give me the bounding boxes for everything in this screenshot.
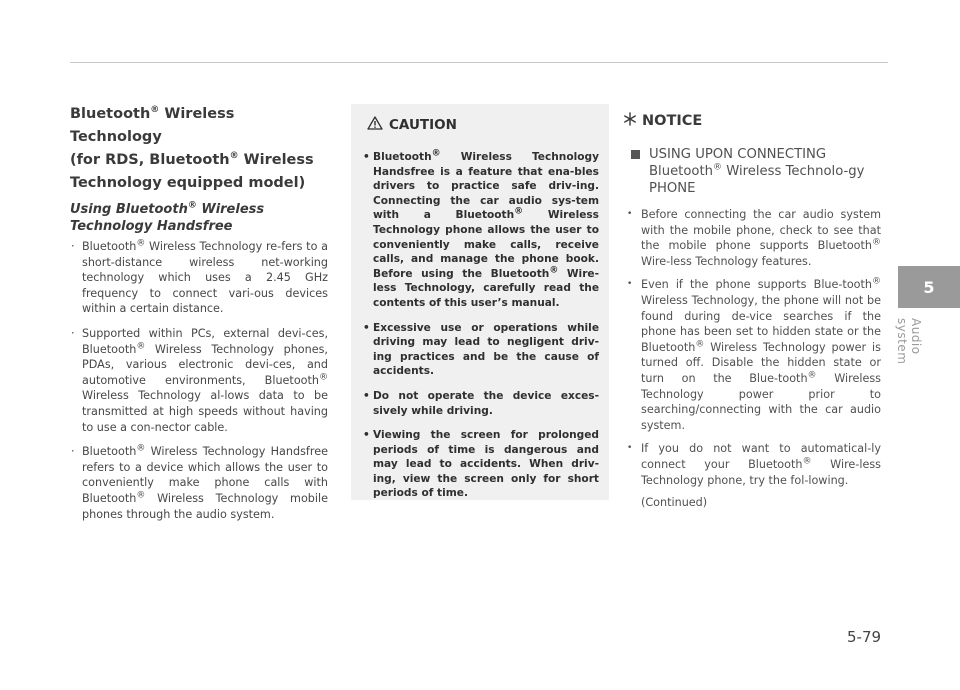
sub-title: Using Bluetooth® Wireless Technology Handsfree: [70, 200, 265, 234]
chapter-tab-label: Audio system: [895, 318, 923, 365]
caution-box: [351, 104, 609, 500]
continued-label: (Continued): [641, 496, 708, 510]
page-number: 5-79: [847, 628, 882, 646]
caution-list: [363, 150, 599, 501]
paragraph: · Bluetooth® Wireless Technology re-fers to a short-distance wireless net-working technology which uses a 2.45 GHz frequency to connect vari-ous devices within a certain distance.: [71, 238, 328, 316]
paragraph: · Bluetooth® Wireless Technology Handsfree refers to a device which allows the user to conveniently make phone calls with Bluetooth® Wireless Technology mobile phones through the audio system.: [71, 443, 328, 521]
notice-item: • Even if the phone supports Blue-tooth® Wireless Technology, the phone will not be found during de-vice searches if the phone has been set to hidden state or the Bluetooth® Wireless Technology power is turned off. Disable the hidden state or turn on the Blue-tooth® Wireless Technology power prior to searching/connecting with the car audio system.: [627, 276, 881, 432]
notice-item: • Before connecting the car audio system with the mobile phone, check to see that the mobile phone supports Bluetooth® Wire-less Technology features.: [627, 208, 881, 268]
caution-item: • Viewing the screen for prolonged periods of time is dangerous and may lead to accidents. When driv-ing, view the screen only for short periods of time.: [363, 429, 599, 500]
left-column: [70, 103, 328, 531]
notice-section: [623, 112, 881, 509]
notice-item: • If you do not want to automatical-ly connect your Bluetooth® Wire-less Technology phone, try the fol-lowing.: [627, 442, 881, 487]
square-bullet-icon: [631, 150, 640, 159]
warning-triangle-icon: [367, 116, 383, 134]
caution-item: • Bluetooth® Wireless Technology Handsfree is a feature that ena-bles drivers to practice safe driv-ing. Connecting the car audio sys-tem with a Bluetooth® Wireless Technology phone allows the user to conveniently make calls, receive calls, and manage the phone book. Before using the Bluetooth® Wire-less Technology, carefully read the contents of this user’s manual.: [363, 148, 599, 309]
chapter-tab[interactable]: 5: [898, 266, 960, 308]
paragraph: · Supported within PCs, external devi-ces, Bluetooth® Wireless Technology phones, PDAs, various electronic devi-ces, and automotive environments, Bluetooth® Wireless Technology al-lows data to be transmitted at high speeds without having to use a con-nector cable.: [71, 326, 328, 434]
caution-heading: CAUTION: [367, 116, 609, 134]
asterisk-icon: [623, 112, 637, 130]
caution-item: • Do not operate the device exces-sively while driving.: [363, 389, 599, 417]
section-title: Bluetooth® Wireless Technology (for RDS, Bluetooth® Wireless Technology equipped model): [70, 105, 314, 191]
notice-heading: NOTICE: [623, 112, 881, 130]
top-divider: [70, 62, 888, 63]
notice-subheading: USING UPON CONNECTING Bluetooth® Wireless Technolo-gy PHONE: [623, 146, 881, 197]
caution-item: • Excessive use or operations while driving may lead to negligent driv-ing practices and be the cause of accidents.: [363, 321, 599, 378]
